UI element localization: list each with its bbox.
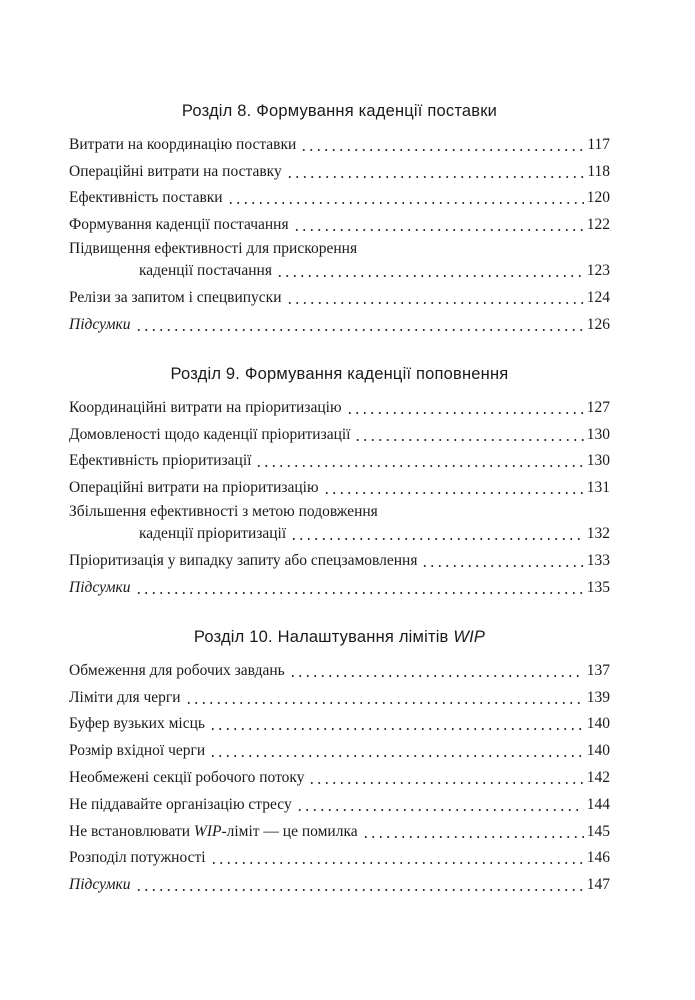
entry-title: Координаційні витрати на пріоритизацію [69,398,342,416]
entry-title: Підсумки [69,578,131,596]
entry-title: Ефективність поставки [69,189,223,207]
toc-entry[interactable] [69,842,610,869]
entry-page: 118 [587,162,610,180]
section-number: Розділ 8. [181,102,257,120]
entry-page: 133 [586,551,610,569]
toc-section-8 [69,98,610,335]
toc-entry[interactable] [69,498,610,544]
toc-entry[interactable] [69,761,610,788]
entry-page: 130 [586,425,610,443]
entry-page: 147 [586,876,610,894]
entry-title: Ефективність пріоритизації [69,452,252,470]
toc-entry[interactable] [69,471,610,498]
entry-page: 132 [586,525,610,543]
entry-page: 122 [586,216,610,234]
toc-entry-summary[interactable] [69,308,610,335]
entry-page: 130 [586,452,610,470]
leader-dots [290,538,584,540]
entry-page: 139 [586,688,610,706]
section-title [69,361,610,387]
leader-dots [362,836,584,838]
entry-title-line2: каденції постачання [139,262,272,280]
leader-dots [135,592,584,594]
entry-title [69,822,358,842]
entry-title-line2: каденції пріоритизації [139,525,287,543]
entry-page: 117 [587,135,610,153]
toc-entry[interactable] [69,128,610,155]
toc-entry[interactable] [69,734,610,761]
toc-entry[interactable] [69,788,610,815]
toc-entry-summary[interactable] [69,571,610,598]
toc-entry[interactable] [69,681,610,708]
toc-entry[interactable] [69,708,610,735]
leader-dots [135,329,584,331]
entry-page: 123 [586,262,610,280]
leader-dots [293,229,584,231]
leader-dots [210,862,584,864]
entry-title: Не піддавайте організацію стресу [69,795,292,813]
toc-entry[interactable] [69,418,610,445]
toc-entry[interactable] [69,155,610,182]
section-name-italic: WIP [453,628,486,646]
toc-entry[interactable] [69,391,610,418]
entry-title-prefix: Не встановлювати [69,822,194,840]
entry-title: Витрати на координацію поставки [69,135,297,153]
section-number: Розділ 10. [193,628,278,646]
entry-page: 126 [586,315,610,333]
entry-page: 120 [586,189,610,207]
leader-dots [286,176,585,178]
leader-dots [300,149,584,151]
section-name: Формування каденції поставки [256,102,498,120]
entry-title: Формування каденції постачання [69,216,289,234]
toc-entry[interactable] [69,208,610,235]
section-name: Формування каденції поповнення [244,365,509,383]
leader-dots [289,675,584,677]
leader-dots [209,728,584,730]
toc-entry-summary[interactable] [69,868,610,895]
entry-title: Релізи за запитом і спецвипуски [69,288,282,306]
section-name: Налаштування лімітів [277,628,454,646]
entry-title: Необмежені секції робочого потоку [69,768,305,786]
entry-page: 146 [586,849,610,867]
entry-title: Операційні витрати на поставку [69,162,282,180]
leader-dots [185,702,584,704]
toc-entry[interactable] [69,654,610,681]
toc-entry[interactable] [69,182,610,209]
section-number: Розділ 9. [170,365,245,383]
entry-title: Підсумки [69,876,131,894]
entry-page: 131 [586,479,610,497]
entry-page: 135 [586,578,610,596]
entry-title-italic: WIP [193,822,222,840]
leader-dots [308,782,583,784]
entry-page: 140 [586,715,610,733]
entry-page: 145 [586,822,610,840]
entry-page: 137 [586,661,610,679]
leader-dots [296,809,584,811]
toc-entry[interactable] [69,281,610,308]
entry-title: Підсумки [69,315,131,333]
entry-page: 124 [586,288,610,306]
entry-title: Операційні витрати на пріоритизацію [69,479,319,497]
leader-dots [346,412,584,414]
entry-title: Домовленості щодо каденції пріоритизації [69,425,351,443]
entry-title: Обмеження для робочих завдань [69,661,285,679]
leader-dots [209,755,584,757]
section-title [69,98,610,124]
section-title [69,624,610,650]
leader-dots [227,202,584,204]
entry-title-suffix: -ліміт — це помилка [221,822,358,840]
leader-dots [276,275,584,277]
entry-title: Розподіл потужності [69,849,206,867]
toc-entry[interactable] [69,445,610,472]
entry-title: Пріоритизація у випадку запиту або спецзамовлення [69,551,418,569]
toc-entry[interactable] [69,235,610,281]
entry-page: 142 [586,768,610,786]
leader-dots [323,492,584,494]
toc-entry[interactable] [69,815,610,842]
entry-title: Розмір вхідної черги [69,742,206,760]
entry-title-line1: Збільшення ефективності з метою подовження [69,503,378,521]
toc-section-10 [69,624,610,895]
toc-section-9 [69,361,610,598]
leader-dots [255,465,583,467]
entry-title-line1: Підвищення ефективності для прискорення [69,240,358,258]
leader-dots [421,565,583,567]
toc-entry[interactable] [69,544,610,571]
entry-title: Ліміти для черги [69,688,181,706]
entry-page: 140 [586,742,610,760]
leader-dots [135,889,584,891]
entry-page: 144 [586,795,610,813]
leader-dots [286,302,584,304]
entry-title: Буфер вузьких місць [69,715,205,733]
leader-dots [354,439,583,441]
entry-page: 127 [586,398,610,416]
